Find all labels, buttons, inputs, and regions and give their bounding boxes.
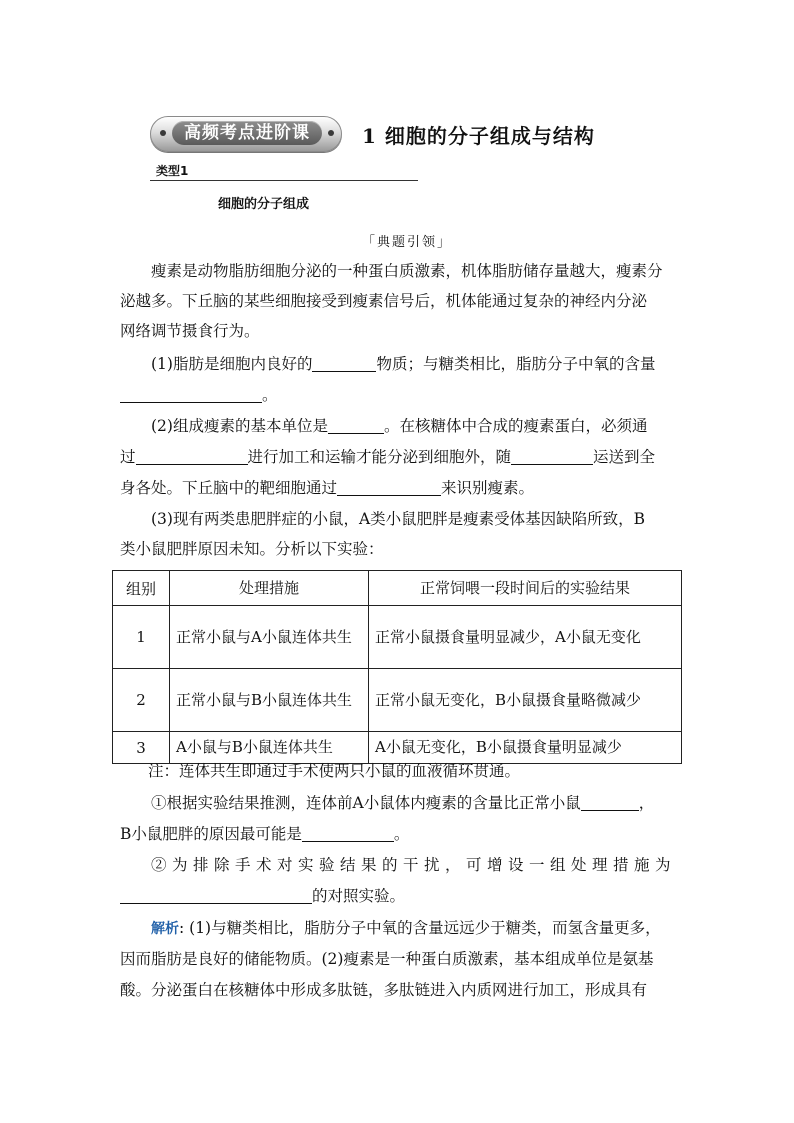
question-2-line-3 — [120, 473, 680, 503]
table-header-cell: 处理措施 — [170, 571, 369, 606]
table-header-cell: 组别 — [113, 571, 170, 606]
analysis-text-1: : (1)与糖类相比，脂肪分子中氧的含量远远少于糖类，而氢含量更多， — [179, 919, 661, 937]
question-2-text-g: 来识别瘦素。 — [441, 479, 535, 497]
question-2-text-c: 过 — [120, 448, 136, 466]
answer-blank[interactable] — [136, 446, 248, 465]
intro-line-2: 泌越多。下丘脑的某些细胞接受到瘦素信号后，机体能通过复杂的神经内分泌 — [120, 292, 648, 310]
table-cell-treatment: 正常小鼠与A小鼠连体共生 — [170, 606, 369, 669]
answer-blank[interactable] — [120, 885, 312, 904]
table-cell-treatment: A小鼠与B小鼠连体共生 — [170, 732, 369, 764]
answer-blank[interactable] — [328, 415, 384, 434]
badge-right-dot-icon — [328, 130, 334, 136]
table-row — [113, 606, 682, 669]
answer-blank[interactable] — [120, 384, 262, 403]
question-1-line-1 — [120, 349, 711, 379]
question-1-line-2 — [120, 380, 680, 410]
subquestion-1-text-a: ①根据实验结果推测，连体前A小鼠体内瘦素的含量比正常小鼠 — [151, 794, 581, 812]
question-2-text-d: 进行加工和运输才能分泌到细胞外，随 — [247, 448, 512, 466]
answer-blank[interactable] — [581, 792, 639, 811]
answer-blank[interactable] — [312, 353, 376, 372]
question-2-text-f: 身各处。下丘脑中的靶细胞通过 — [120, 479, 338, 497]
question-2-text-e: 运送到全 — [593, 448, 656, 466]
section-title: 1 细胞的分子组成与结构 — [362, 124, 595, 148]
header-badge-text: 高频考点进阶课 — [184, 123, 310, 143]
subquestion-2-text-b: 的对照实验。 — [312, 887, 406, 905]
note-text: 注：连体共生即通过手术使两只小鼠的血液循环贯通。 — [148, 762, 521, 780]
intro-line-1: 瘦素是动物脂肪细胞分泌的一种蛋白质激素，机体脂肪储存量越大，瘦素分 — [151, 262, 663, 280]
question-2-text-b: 。在核糖体中合成的瘦素蛋白，必须通 — [383, 417, 648, 435]
table-cell-result: 正常小鼠摄食量明显减少，A小鼠无变化 — [369, 606, 682, 669]
analysis-line-2: 因而脂肪是良好的储能物质。(2)瘦素是一种蛋白质激素，基本组成单位是氨基 — [120, 950, 654, 968]
question-1-text-b: 物质；与糖类相比，脂肪分子中氧的含量 — [376, 355, 656, 373]
answer-blank[interactable] — [302, 823, 394, 842]
subquestion-1-line-1 — [120, 788, 711, 818]
intro-line-3: 网络调节摄食行为。 — [120, 322, 260, 340]
subquestion-1-text-d: 。 — [393, 825, 410, 843]
question-2-line-1 — [120, 411, 711, 441]
question-2-line-2 — [120, 442, 680, 472]
badge-left-dot-icon — [160, 130, 166, 136]
analysis-line-1 — [120, 913, 711, 944]
subquestion-2-line-1: ②为排除手术对实验结果的干扰，可增设一组处理措施为 — [151, 856, 677, 874]
table-header-cell: 正常饲喂一段时间后的实验结果 — [369, 571, 682, 606]
table-cell-treatment: 正常小鼠与B小鼠连体共生 — [170, 669, 369, 732]
question-3-line-1: (3)现有两类患肥胖症的小鼠，A类小鼠肥胖是瘦素受体基因缺陷所致，B — [151, 510, 646, 528]
question-1-text-a: (1)脂肪是细胞内良好的 — [151, 355, 313, 373]
subquestion-1-text-c: B小鼠肥胖的原因最可能是 — [120, 825, 302, 843]
subquestion-1-line-2 — [120, 819, 680, 849]
question-3-line-2: 类小鼠肥胖原因未知。分析以下实验： — [120, 540, 384, 558]
subquestion-1-text-b: ， — [638, 794, 655, 812]
answer-blank[interactable] — [511, 446, 593, 465]
table-header-row — [113, 571, 682, 606]
table-cell-group: 3 — [113, 732, 170, 764]
answer-blank[interactable] — [337, 477, 441, 496]
question-2-text-a: (2)组成瘦素的基本单位是 — [151, 417, 328, 435]
subquestion-2-line-2 — [120, 881, 680, 911]
table-cell-group: 1 — [113, 606, 170, 669]
type-divider — [150, 180, 418, 181]
analysis-line-3: 酸。分泌蛋白在核糖体中形成多肽链，多肽链进入内质网进行加工，形成具有 — [120, 981, 648, 999]
table-cell-group: 2 — [113, 669, 170, 732]
experiment-table — [112, 570, 682, 764]
table-cell-result: 正常小鼠无变化，B小鼠摄食量略微减少 — [369, 669, 682, 732]
type-label: 类型1 — [156, 164, 189, 178]
table-row — [113, 669, 682, 732]
question-1-text-c: 。 — [262, 386, 278, 404]
lead-label: 「典题引领」 — [362, 235, 453, 250]
table-cell-result: A小鼠无变化，B小鼠摄食量明显减少 — [369, 732, 682, 764]
analysis-label: 解析 — [151, 921, 179, 937]
type-name: 细胞的分子组成 — [218, 197, 310, 212]
